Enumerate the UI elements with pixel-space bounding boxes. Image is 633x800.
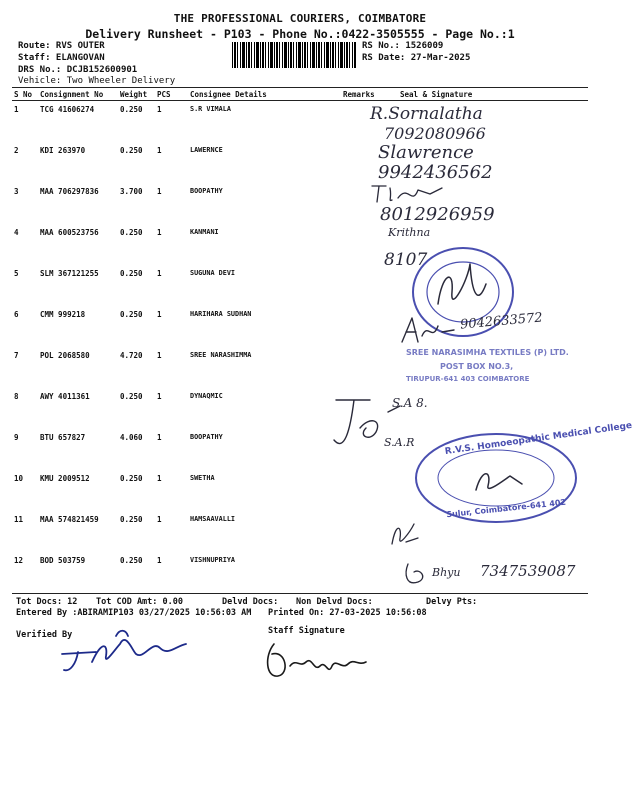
row-consignee: VISHNUPRIYA	[190, 556, 236, 564]
header-rule-top	[12, 87, 588, 88]
row-pcs: 1	[157, 269, 162, 278]
row-sno: 7	[14, 351, 19, 360]
row-weight: 4.060	[120, 433, 143, 442]
stamp-line: R.V.S. Homoeopathic Medical College	[444, 420, 633, 458]
col-seal-signature: Seal & Signature	[400, 90, 473, 99]
row-pcs: 1	[157, 187, 162, 196]
row-consignee: S.R VIMALA	[190, 105, 231, 113]
col-consignee: Consignee Details	[190, 90, 267, 99]
col-remarks: Remarks	[343, 90, 375, 99]
table-row	[0, 146, 600, 186]
rs-number: RS No.: 1526009	[362, 41, 444, 51]
runsheet-subtitle: Delivery Runsheet - P103 - Phone No.:0422-3505555 - Page No.:1	[85, 27, 515, 41]
handwritten-name: Krithna	[388, 226, 431, 239]
delivered-docs: Delvd Docs:	[222, 597, 279, 607]
row-sno: 4	[14, 228, 19, 237]
table-row	[0, 392, 600, 432]
col-consignment: Consignment No	[40, 90, 104, 99]
verified-by-label: Verified By	[16, 630, 73, 640]
row-consignment: KMU 2009512	[40, 474, 90, 483]
row-pcs: 1	[157, 556, 162, 565]
row-consignment: BTU 657827	[40, 433, 86, 442]
handwritten-phone: 8012926959	[380, 204, 495, 225]
row-consignment: MAA 706297836	[40, 187, 99, 196]
row-sno: 11	[14, 515, 24, 524]
row-consignee: HARIHARA SUDHAN	[190, 310, 252, 318]
row-sno: 3	[14, 187, 19, 196]
row-consignment: MAA 600523756	[40, 228, 99, 237]
row-weight: 0.250	[120, 515, 143, 524]
staff-signature-label: Staff Signature	[268, 626, 345, 636]
table-row	[0, 187, 600, 227]
row-weight: 0.250	[120, 228, 143, 237]
handwritten-text: S.A 8.	[392, 396, 428, 410]
row-weight: 0.250	[120, 105, 143, 114]
entered-by: Entered By :ABIRAMIP103 03/27/2025 10:56:03 AM	[16, 608, 252, 618]
row-sno: 5	[14, 269, 19, 278]
handwritten-phone: 7347539087	[480, 562, 576, 580]
row-pcs: 1	[157, 105, 162, 114]
row-sno: 10	[14, 474, 24, 483]
row-consignee: KANMANI	[190, 228, 219, 236]
staff-label: Staff: ELANGOVAN	[18, 53, 105, 63]
handwritten-name: R.Sornalatha	[370, 104, 483, 124]
row-sno: 6	[14, 310, 19, 319]
row-consignee: BOOPATHY	[190, 433, 223, 441]
row-consignee: DYNAQMIC	[190, 392, 223, 400]
header-rule-bottom	[12, 100, 588, 101]
row-sno: 8	[14, 392, 19, 401]
vehicle-label: Vehicle: Two Wheeler Delivery	[18, 76, 176, 86]
row-weight: 0.250	[120, 392, 143, 401]
handwritten-phone: 7092080966	[384, 124, 486, 143]
row-consignee: SREE NARASHIMMA	[190, 351, 252, 359]
row-pcs: 1	[157, 515, 162, 524]
non-delivered-docs: Non Delvd Docs:	[296, 597, 373, 607]
stamp-line: TIRUPUR-641 403 COIMBATORE	[406, 375, 530, 383]
row-consignee: SWETHA	[190, 474, 215, 482]
row-consignee: BOOPATHY	[190, 187, 223, 195]
row-pcs: 1	[157, 433, 162, 442]
row-consignment: TCG 41606274	[40, 105, 95, 114]
delivery-points: Delvy Pts:	[426, 597, 478, 607]
row-weight: 0.250	[120, 310, 143, 319]
row-pcs: 1	[157, 228, 162, 237]
barcode	[232, 42, 356, 68]
row-pcs: 1	[157, 351, 162, 360]
company-title: THE PROFESSIONAL COURIERS, COIMBATORE	[173, 12, 427, 25]
stamp-line: SREE NARASIMHA TEXTILES (P) LTD.	[406, 348, 569, 357]
row-consignment: BOD 503759	[40, 556, 86, 565]
handwritten-name: Bhyu	[432, 566, 461, 579]
row-weight: 0.250	[120, 269, 143, 278]
row-consignee: HAMSAAVALLI	[190, 515, 236, 523]
verifier-signature	[56, 620, 196, 680]
row-consignment: CMM 999218	[40, 310, 86, 319]
handwritten-phone: 9042633572	[459, 310, 544, 333]
row-pcs: 1	[157, 474, 162, 483]
row-sno: 2	[14, 146, 19, 155]
row-weight: 3.700	[120, 187, 143, 196]
handwritten-name: Slawrence	[378, 142, 474, 163]
col-weight: Weight	[120, 90, 148, 99]
stamp-line: Sulur, Coimbatore-641 402	[445, 497, 567, 520]
row-weight: 0.250	[120, 474, 143, 483]
handwritten-phone: 8107	[384, 250, 428, 270]
row-weight: 0.250	[120, 556, 143, 565]
row-pcs: 1	[157, 146, 162, 155]
printed-on: Printed On: 27-03-2025 10:56:08	[268, 608, 427, 618]
row-sno: 1	[14, 105, 19, 114]
row-weight: 0.250	[120, 146, 143, 155]
table-row	[0, 105, 600, 145]
row-weight: 4.720	[120, 351, 143, 360]
row-pcs: 1	[157, 310, 162, 319]
row-consignment: AWY 4011361	[40, 392, 90, 401]
row-consignment: SLM 367121255	[40, 269, 99, 278]
stamp-line: POST BOX NO.3,	[440, 362, 514, 371]
row-consignment: MAA 574821459	[40, 515, 99, 524]
col-pcs: PCS	[157, 90, 171, 99]
total-cod-amount: Tot COD Amt: 0.00	[96, 597, 183, 607]
table-row	[0, 351, 600, 391]
footer-rule	[12, 593, 588, 594]
row-sno: 9	[14, 433, 19, 442]
signature-mark	[398, 312, 458, 346]
handwritten-phone: 9942436562	[378, 162, 493, 183]
rs-date: RS Date: 27-Mar-2025	[362, 53, 471, 63]
row-consignment: KDI 263970	[40, 146, 86, 155]
col-sno: S No	[14, 90, 33, 99]
route-label: Route: RVS OUTER	[18, 41, 105, 51]
staff-signature	[262, 636, 372, 686]
row-consignee: LAWERNCE	[190, 146, 223, 154]
signature-mark	[368, 180, 448, 206]
row-consignee: SUGUNA DEVI	[190, 269, 236, 277]
row-sno: 12	[14, 556, 24, 565]
handwritten-text: S.A.R	[384, 436, 415, 449]
total-docs: Tot Docs: 12	[16, 597, 78, 607]
signature-mark	[386, 514, 426, 550]
drs-number: DRS No.: DCJB152600901	[18, 65, 138, 75]
row-consignment: POL 2068580	[40, 351, 90, 360]
row-pcs: 1	[157, 392, 162, 401]
